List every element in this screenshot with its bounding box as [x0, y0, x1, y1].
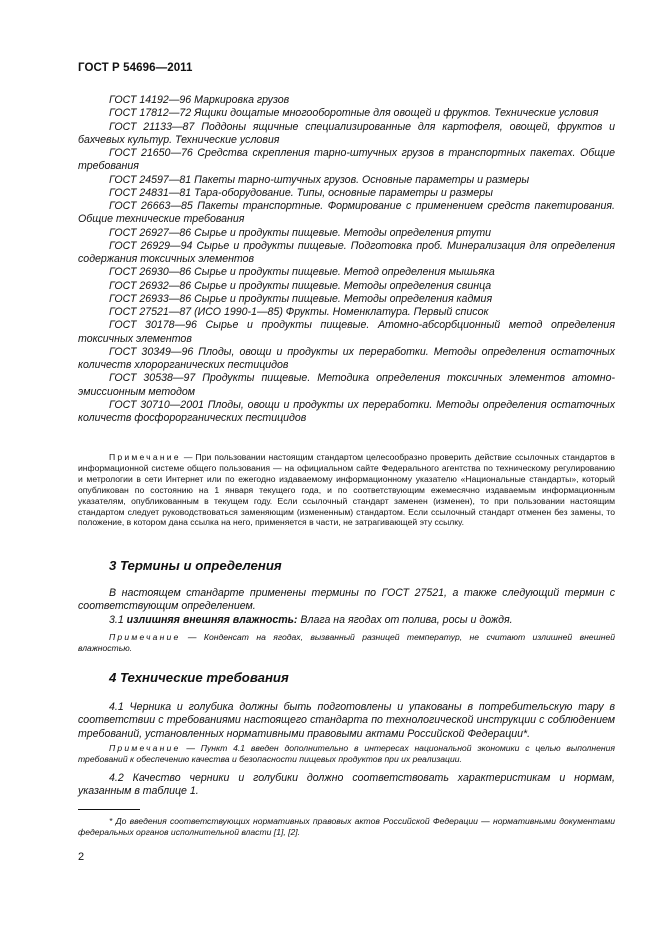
reference-item: ГОСТ 21650—76 Средства скрепления тарно-штучных грузов в транспортных пакетах. Общие требования [78, 147, 615, 173]
term-definition [78, 614, 615, 627]
note-text: — Пункт 4.1 введен дополнительно в интересах национальной экономики с целью выполнения требований к обеспечению качества и безопасности пищевых продуктов при их реализации. [78, 743, 615, 764]
reference-item: ГОСТ 26933—86 Сырье и продукты пищевые. Методы определения кадмия [109, 292, 493, 305]
footnote: * До введения соответствующих нормативных правовых актов Российской Федерации — нормативными документами федеральных органов исполнительной власти [1], [2]. [78, 816, 615, 837]
reference-item: ГОСТ 30710—2001 Плоды, овощи и продукты их переработки. Методы определения остаточных количеств фосфорорганических пестицидов [78, 398, 615, 424]
clause-4-1-note [78, 743, 615, 765]
standard-header: ГОСТ Р 54696—2011 [78, 62, 193, 74]
section-3-heading: 3 Термины и определения [109, 558, 282, 573]
note-label: Примечание [109, 452, 181, 462]
reference-item: ГОСТ 24831—81 Тара-оборудование. Типы, основные параметры и размеры [109, 186, 493, 199]
section-3-intro: В настоящем стандарте применены термины по ГОСТ 27521, а также следующий термин с соответствующим определением. [78, 587, 615, 613]
clause-4-2: 4.2 Качество черники и голубики должно соответствовать характеристикам и нормам, указанным в таблице 1. [78, 772, 615, 798]
footnote-divider [78, 809, 140, 810]
reference-item: ГОСТ 24597—81 Пакеты тарно-штучных грузов. Основные параметры и размеры [109, 173, 530, 186]
term-name: излишняя внешняя влажность: [126, 614, 298, 626]
term-definition-text: Влага на ягодах от полива, росы и дождя. [297, 614, 513, 626]
page-number: 2 [78, 851, 85, 863]
reference-item: ГОСТ 26930—86 Сырье и продукты пищевые. Метод определения мышьяка [109, 266, 495, 279]
reference-item: ГОСТ 26927—86 Сырье и продукты пищевые. Методы определения ртути [109, 226, 492, 239]
reference-item: ГОСТ 30349—96 Плоды, овощи и продукты их переработки. Методы определения остаточных количеств хлорорганических пестицидов [78, 345, 615, 371]
references-note [78, 452, 615, 528]
reference-item: ГОСТ 26663—85 Пакеты транспортные. Формирование с применением средств пакетирования. Общие технические требования [78, 200, 615, 226]
note-text: — При пользовании настоящим стандартом целесообразно проверить действие ссылочных стандартов в информационной системе общего пользования — на официальном сайте Федерального агентства по техническому регулированию и метрологии в сети Интернет или по ежегодно издаваемому информационному указателю «Национальные стандарты», который опубликован по состоянию на 1 января текущего года, и по соответствующим ежемесячно издаваемым информационным указателям, опубликованным в текущем году. Если ссылочный стандарт заменен (изменен), то при пользовании настоящим стандартом следует руководствоваться заменяющим (измененным) стандартом. Если ссылочный стандарт отменен без замены, то положение, в котором дана ссылка на него, применяется в части, не затрагивающей эту ссылку. [78, 452, 615, 528]
reference-item: ГОСТ 27521—87 (ИСО 1990-1—85) Фрукты. Номенклатура. Первый список [109, 306, 489, 318]
note-label: Примечание [109, 743, 181, 753]
reference-item: ГОСТ 21133—87 Поддоны ящичные специализированные для картофеля, овощей, фруктов и бахчевых культур. Технические условия [78, 120, 615, 146]
normative-references-list [78, 94, 615, 425]
reference-item: ГОСТ 26932—86 Сырье и продукты пищевые. Методы определения свинца [109, 279, 492, 292]
reference-item: ГОСТ 26929—94 Сырье и продукты пищевые. Подготовка проб. Минерализация для определения содержания токсичных элементов [78, 239, 615, 265]
reference-item: ГОСТ 30178—96 Сырье и продукты пищевые. Атомно-абсорбционный метод определения токсичных элементов [78, 319, 615, 345]
note-label: Примечание [109, 632, 181, 642]
clause-4-1: 4.1 Черника и голубика должны быть подготовлены и упакованы в потребительскую тару в соответствии с требованиями настоящего стандарта по технологической инструкции с соблюдением требований, установленных нормативными правовыми актами Российской Федерации*. [78, 701, 615, 740]
section-4-heading: 4 Технические требования [109, 670, 289, 685]
reference-item: ГОСТ 17812—72 Ящики дощатые многооборотные для овощей и фруктов. Технические условия [109, 107, 599, 120]
note-text: — Конденсат на ягодах, вызванный разницей температур, не считают излишней внешней влажностью. [78, 632, 615, 653]
term-note [78, 632, 615, 654]
reference-item: ГОСТ 30538—97 Продукты пищевые. Методика определения токсичных элементов атомно-эмиссионным методом [78, 372, 615, 398]
term-number: 3.1 [109, 614, 127, 626]
reference-item: ГОСТ 14192—96 Маркировка грузов [109, 94, 290, 106]
